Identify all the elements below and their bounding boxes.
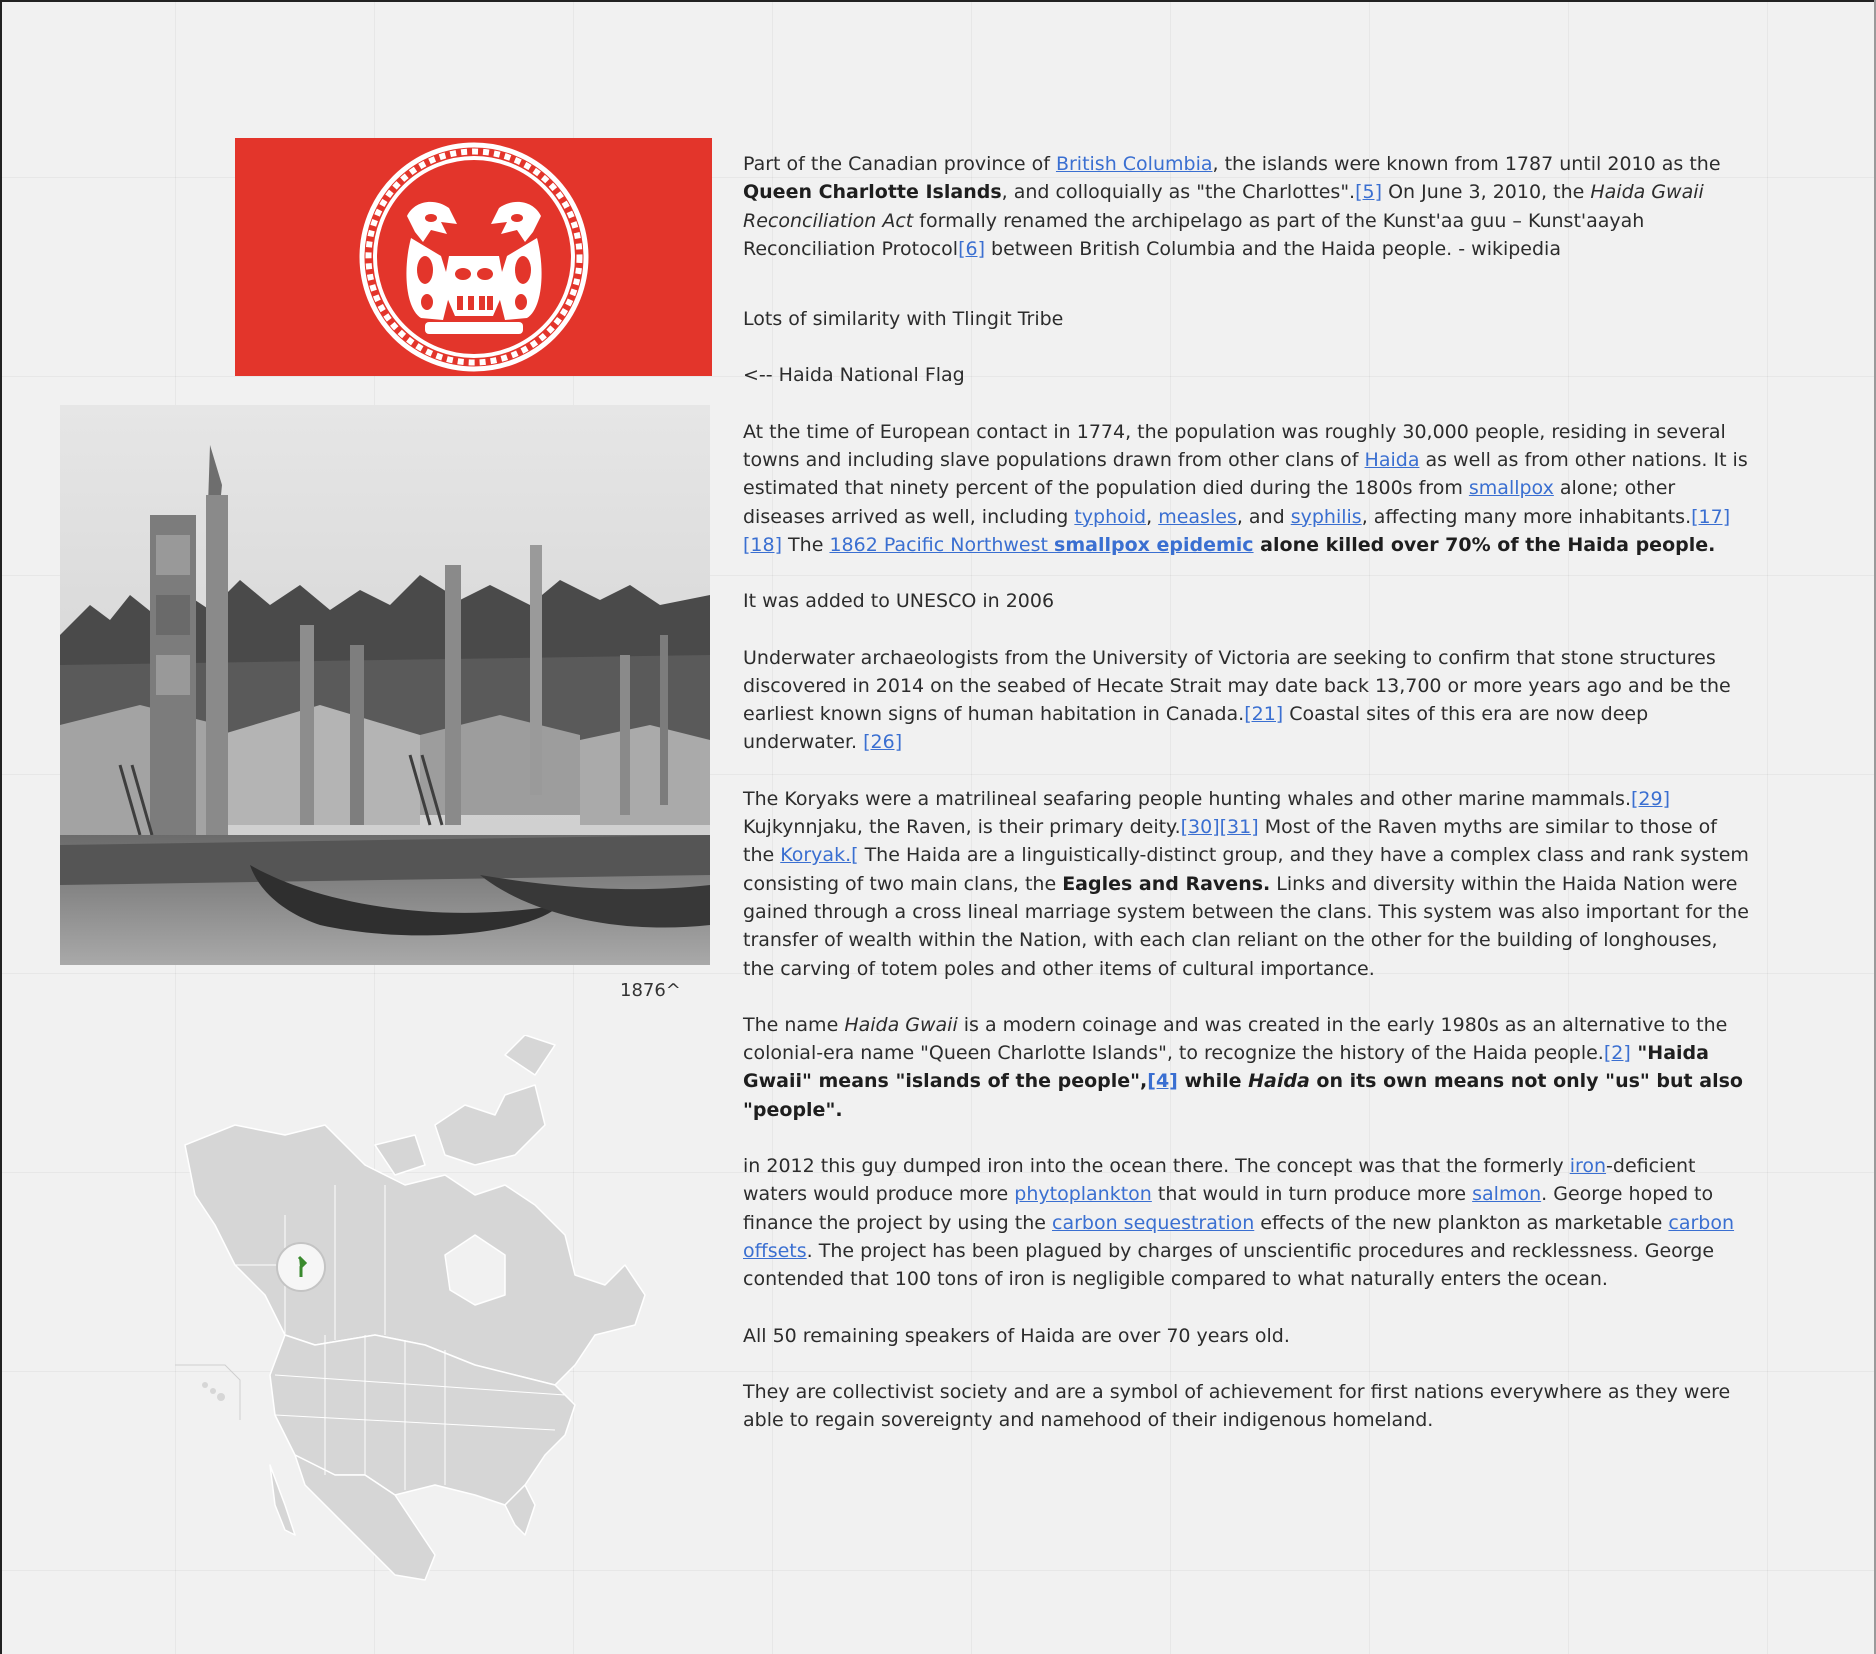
paragraph-flag-note [743, 361, 1753, 389]
link-carbon-sequestration[interactable]: carbon sequestration [1052, 1211, 1255, 1234]
text-run: in 2012 this guy dumped iron into the ocean there. The concept was that the formerly [743, 1155, 1570, 1178]
paragraph-collectivist [743, 1378, 1753, 1435]
link-iron[interactable]: iron [1569, 1155, 1607, 1178]
text-run: , and colloquially as "the Charlottes". [1001, 181, 1356, 204]
bold-text-run: while [1177, 1070, 1249, 1093]
link-typhoid[interactable]: typhoid [1074, 505, 1147, 528]
citation-link[interactable]: [6] [958, 237, 985, 260]
haida-village-totem-poles-photo [60, 405, 710, 965]
bold-seventy-percent: alone killed over 70% of the Haida people. [1253, 533, 1716, 556]
photo-caption: 1876^ [620, 980, 681, 1001]
citation-link[interactable]: [29] [1630, 787, 1670, 810]
link-salmon[interactable]: salmon [1472, 1183, 1542, 1206]
haida-flag-image[interactable] [235, 138, 712, 376]
text-run: <-- Haida National Flag [743, 364, 965, 387]
citation-link[interactable]: [2] [1603, 1042, 1631, 1065]
bold-queen-charlotte-islands: Queen Charlotte Islands [743, 181, 1002, 204]
notes-text-column [743, 150, 1753, 1462]
paragraph-speakers [743, 1322, 1753, 1350]
text-run: . The project has been plagued by charges of unscientific procedures and recklessness. George contended that 100 tons of iron is negligible compared to what naturally enters the ocean. [743, 1239, 1715, 1291]
citation-link[interactable]: [21] [1244, 703, 1284, 726]
text-run: as well as from other nations. It is estimated that ninety percent of the population died during the 1800s from [743, 449, 1748, 500]
text-run: The Haida are a linguistically-distinct group, and they have a complex class and rank system consisting of two main clans, the [743, 844, 1749, 895]
text-run: formally renamed the archipelago as part of the Kunst'aa guu – Kunst'aayah Reconciliation Protocol [743, 209, 1645, 260]
paragraph-name-meaning [743, 1011, 1753, 1124]
link-measles[interactable]: measles [1158, 505, 1237, 528]
haida-village-photo[interactable] [60, 405, 710, 965]
text-run: Coastal sites of this era are now deep underwater. [743, 703, 1649, 754]
text-run: It was added to UNESCO in 2006 [743, 590, 1055, 613]
italic-haida-gwaii: Haida Gwaii [844, 1013, 958, 1036]
canvas-left-edge [0, 0, 2, 1654]
paragraph-iron-dumping [743, 1152, 1753, 1293]
text-run: Part of the Canadian province of [743, 153, 1056, 175]
paragraph-koryaks-clans [743, 785, 1753, 983]
paragraph-unesco [743, 587, 1753, 615]
paragraph-tlingit-note [743, 305, 1753, 333]
north-america-map[interactable] [175, 1035, 680, 1615]
text-run: They are collectivist society and are a symbol of achievement for first nations everywhere as they were able to regain sovereignty and namehood of their indigenous homeland. [743, 1380, 1731, 1432]
text-run: The name [743, 1013, 845, 1036]
text-run: effects of the new plankton as marketable [1254, 1211, 1669, 1234]
text-run: The [782, 533, 830, 556]
text-run: , and [1236, 505, 1291, 528]
link-koryak[interactable]: Koryak.[ [780, 844, 859, 867]
link-british-columbia[interactable]: British Columbia [1055, 153, 1213, 175]
text-run: Underwater archaeologists from the University of Victoria are seeking to confirm that stone structures discovered in 2014 on the seabed of Hecate Strait may date back 13,700 or more years ago and be the earliest known signs of human habitation in Canada. [743, 646, 1731, 726]
text-run: -deficient waters would produce more [743, 1155, 1696, 1206]
text-run: Kujkynnjaku, the Raven, is their primary deity. [743, 816, 1181, 839]
text-run: At the time of European contact in 1774, the population was roughly 30,000 people, residing in several towns and including slave populations drawn from other clans of [743, 420, 1726, 472]
link-phytoplankton[interactable]: phytoplankton [1014, 1183, 1152, 1206]
italic-act-name: Haida Gwaii Reconciliation Act [743, 181, 1704, 232]
citation-link[interactable]: [26] [863, 731, 903, 754]
text-run: Links and diversity within the Haida Nation were gained through a cross lineal marriage system between the clans. This system was also important for the transfer of wealth within the Nation, with each clan reliant on the other for the building of longhouses, the carving of totem poles and other items of cultural importance. [743, 872, 1749, 980]
bold-eagles-and-ravens: Eagles and Ravens. [1062, 872, 1271, 895]
bold-italic-haida: Haida [1248, 1070, 1310, 1093]
paragraph-population [743, 418, 1753, 559]
link-syphilis[interactable]: syphilis [1290, 505, 1362, 528]
bold-islands-of-the-people: "Haida Gwaii" means "islands of the people", [743, 1042, 1709, 1093]
text-run: Most of the Raven myths are similar to those of the [743, 816, 1717, 867]
text-run: that would in turn produce more [1151, 1183, 1473, 1206]
link-carbon-offsets[interactable]: carbon offsets [743, 1211, 1735, 1262]
canvas-top-edge [0, 0, 1876, 2]
text-run: , [1146, 505, 1159, 528]
haida-eagle-raven-crest-icon [235, 138, 712, 376]
link-smallpox-epidemic[interactable]: smallpox epidemic [1054, 533, 1254, 556]
text-run: is a modern coinage and was created in the early 1980s as an alternative to the colonial-era name "Queen Charlotte Islands", to recognize the history of the Haida people. [743, 1013, 1728, 1065]
link-smallpox[interactable]: smallpox [1468, 477, 1554, 500]
text-run: All 50 remaining speakers of Haida are over 70 years old. [743, 1324, 1290, 1347]
text-run: . George hoped to finance the project by using the [743, 1183, 1714, 1234]
text-run: The Koryaks were a matrilineal seafaring people hunting whales and other marine mammals. [743, 787, 1631, 810]
citation-link[interactable]: [30][31] [1180, 816, 1259, 839]
text-run: , the islands were known from 1787 until 2010 as the [1212, 153, 1721, 175]
citation-link[interactable]: [17][18] [743, 505, 1731, 556]
link-1862-pacific-northwest[interactable]: 1862 Pacific Northwest [829, 533, 1055, 556]
text-run: between British Columbia and the Haida people. - wikipedia [985, 237, 1561, 260]
citation-link[interactable]: [4] [1147, 1070, 1178, 1093]
paragraph-name-history [743, 150, 1753, 263]
text-run: Lots of similarity with Tlingit Tribe [743, 308, 1064, 331]
link-haida[interactable]: Haida [1364, 449, 1420, 472]
text-run: alone; other diseases arrived as well, including [743, 477, 1676, 528]
paragraph-archaeology [743, 644, 1753, 757]
text-run: , affecting many more inhabitants. [1361, 505, 1692, 528]
text-run: On June 3, 2010, the [1382, 181, 1591, 204]
citation-link[interactable]: [5] [1355, 181, 1383, 204]
bold-us-and-people: on its own means not only "us" but also "people". [743, 1070, 1743, 1121]
north-america-map-icon [175, 1035, 680, 1615]
